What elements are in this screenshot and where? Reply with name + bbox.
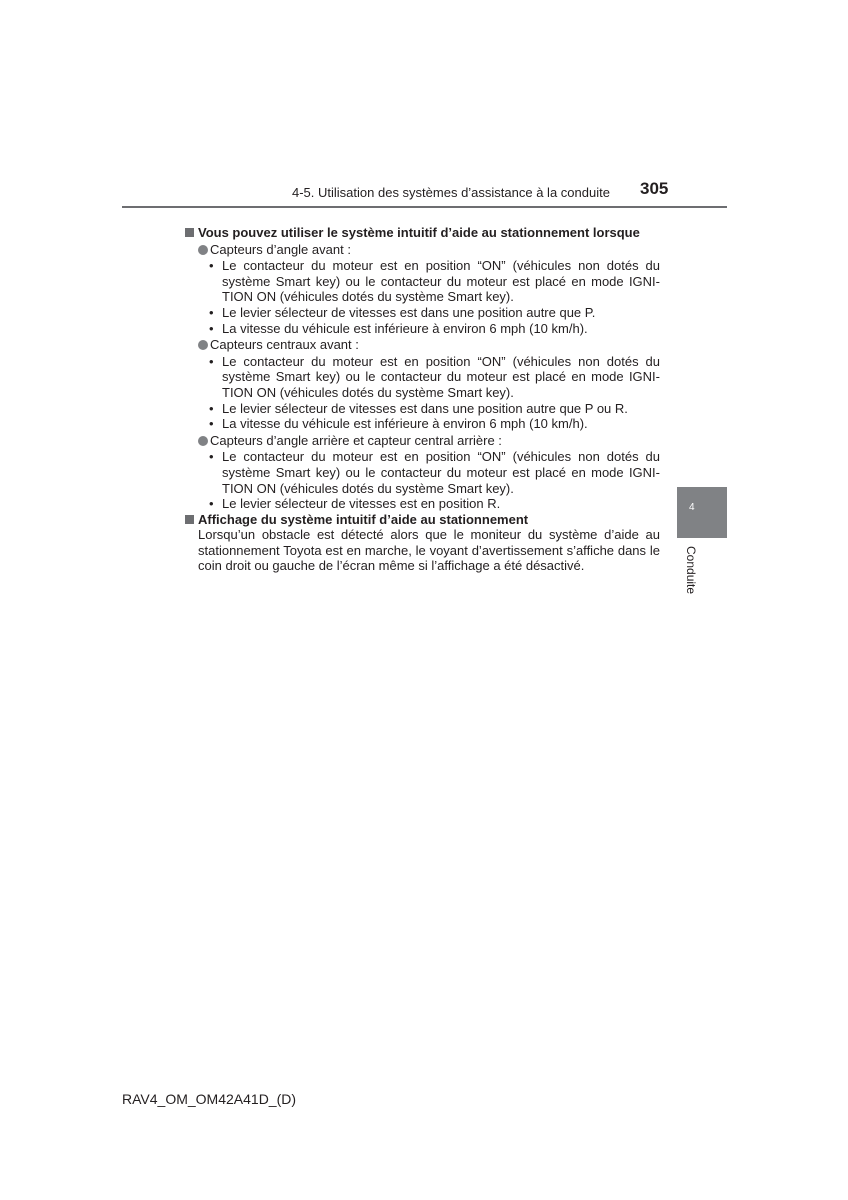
- subsection-heading: [184, 337, 660, 353]
- chapter-number: 4: [689, 502, 695, 513]
- list-item: • La vitesse du véhicule est inférieure à environ 6 mph (10 km/h).: [209, 320, 588, 336]
- subsection-heading-text: Capteurs d’angle avant :: [210, 241, 351, 257]
- subsection-heading-text: Capteurs d’angle arrière et capteur central arrière :: [210, 432, 502, 448]
- condition-list: [184, 354, 660, 432]
- circle-bullet-icon: [198, 245, 208, 255]
- list-item: • Le contacteur du moteur est en position “ON” (véhicules non dotés du système Smart key) ou le contacteur du moteur est placé en mode IGNI-TION ON (véhicules dotés du système Smart key).: [209, 449, 660, 496]
- subsection-heading: [184, 433, 660, 449]
- section-heading-text: Vous pouvez utiliser le système intuitif d’aide au stationnement lorsque: [198, 225, 640, 240]
- square-bullet-icon: [185, 228, 194, 237]
- page-number: 305: [640, 179, 669, 198]
- list-item: • Le contacteur du moteur est en position “ON” (véhicules non dotés du système Smart key) ou le contacteur du moteur est placé en mode IGNI-TION ON (véhicules dotés du système Smart key).: [209, 258, 660, 305]
- condition-list: [184, 449, 660, 511]
- chapter-label: Conduite: [684, 546, 698, 595]
- section-heading: [184, 225, 660, 241]
- subsection-heading-text: Capteurs centraux avant :: [210, 337, 359, 353]
- square-bullet-icon: [185, 515, 194, 524]
- list-item: • Le contacteur du moteur est en position “ON” (véhicules non dotés du système Smart key) ou le contacteur du moteur est placé en mode IGNI-TION ON (véhicules dotés du système Smart key).: [209, 353, 660, 400]
- circle-bullet-icon: [198, 436, 208, 446]
- section-header-title: 4-5. Utilisation des systèmes d’assistance à la conduite: [292, 185, 610, 200]
- condition-list: [184, 258, 660, 336]
- body-paragraph: Lorsqu’un obstacle est détecté alors que le moniteur du système d’aide au stationnement Toyota est en marche, le voyant d’avertissement s’affiche dans le coin droit ou gauche de l’écran même si l’affichage a été désactivé.: [198, 527, 660, 574]
- subsection-heading: [184, 242, 660, 258]
- circle-bullet-icon: [198, 340, 208, 350]
- section-heading-text: Affichage du système intuitif d’aide au stationnement: [198, 511, 529, 527]
- list-item: • Le levier sélecteur de vitesses est dans une position autre que P.: [209, 304, 596, 320]
- section-heading: [184, 512, 660, 528]
- main-content: [184, 225, 660, 574]
- list-item: • Le levier sélecteur de vitesses est dans une position autre que P ou R.: [209, 400, 628, 416]
- header-divider: [122, 206, 727, 208]
- list-item: • La vitesse du véhicule est inférieure à environ 6 mph (10 km/h).: [209, 416, 588, 432]
- list-item: • Le levier sélecteur de vitesses est en position R.: [209, 496, 501, 512]
- document-code: RAV4_OM_OM42A41D_(D): [122, 1091, 297, 1107]
- chapter-tab: [677, 487, 727, 538]
